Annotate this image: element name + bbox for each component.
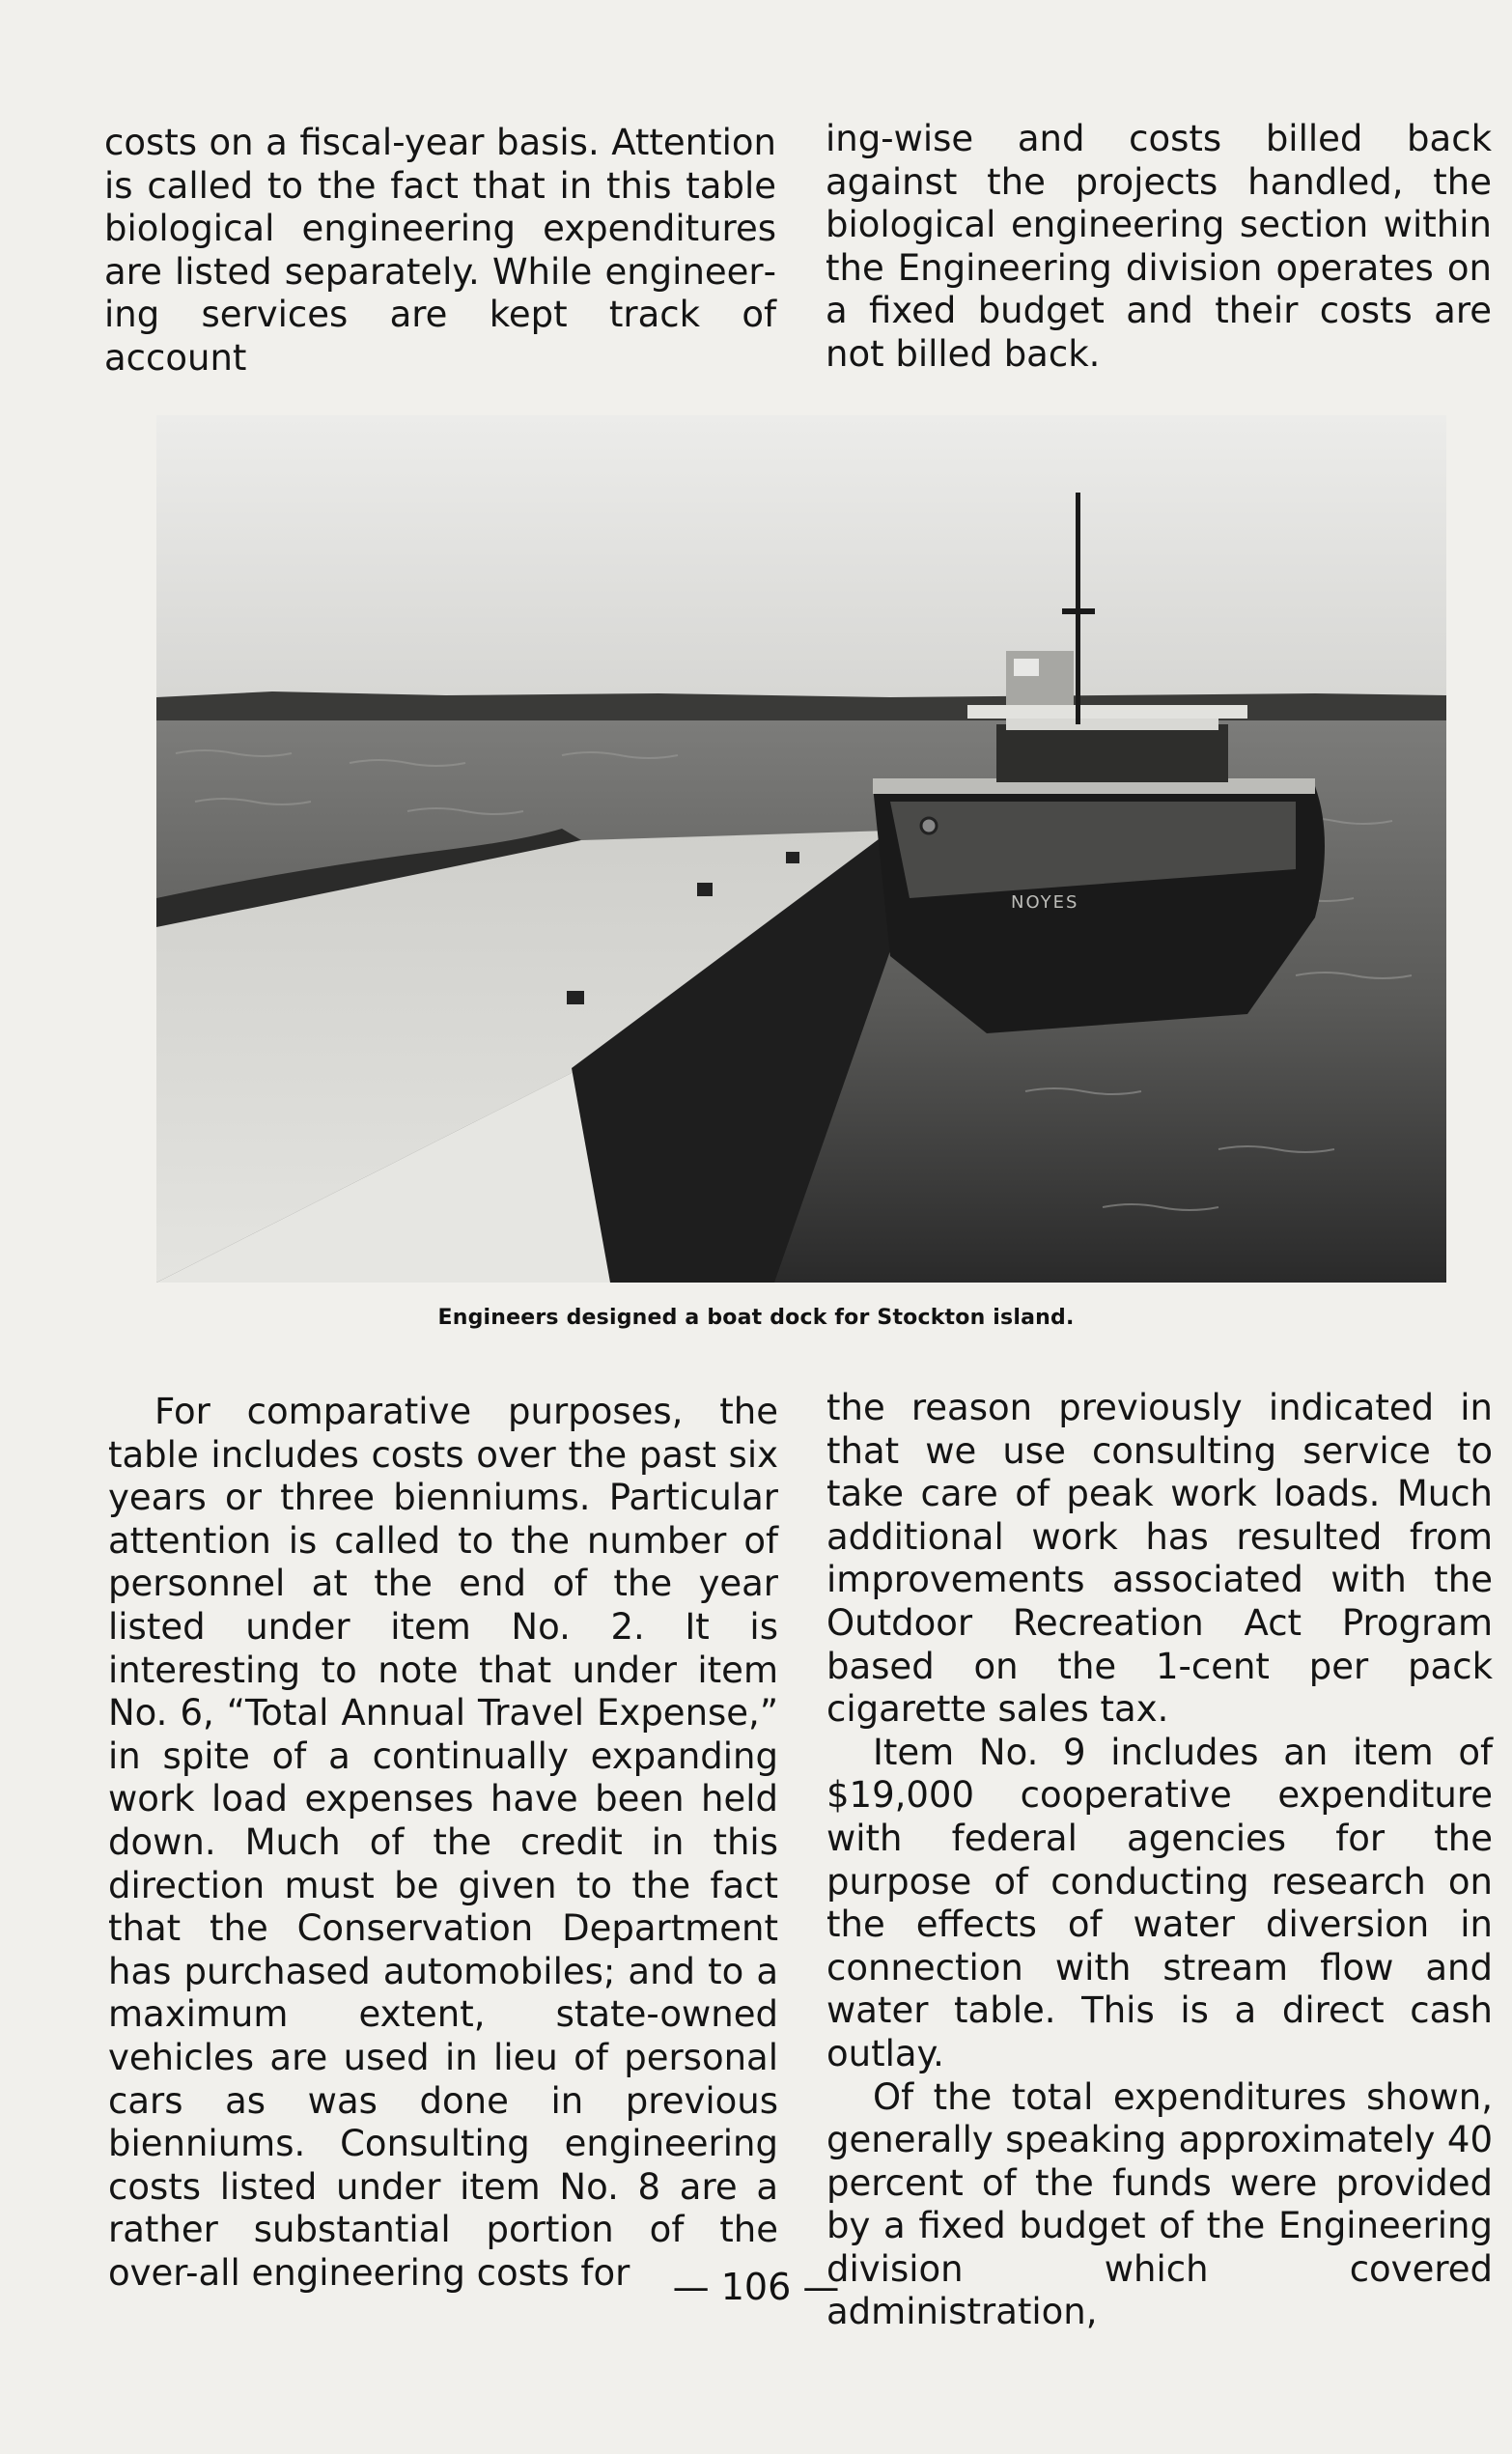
sky	[156, 415, 1446, 705]
hull-name: NOYES	[1011, 892, 1079, 913]
bottom-left-column	[108, 1391, 778, 2295]
body-paragraph: Of the total expenditures shown, generally speaking approximately 40 percent of the funds were provided by a fixed budget of the Engineering division which covered administration,	[826, 2075, 1493, 2333]
body-paragraph: Item No. 9 includes an item of $19,000 cooperative expenditure with federal agencies for the purpose of conducting research on the effects of water diversion in connection with stream flow and water table. This is a direct cash outlay.	[826, 1731, 1493, 2074]
body-paragraph: ing-wise and costs billed back against the projects handled, the biological engineering section within the Engineering division operates on a fixed budget and their costs are not billed back.	[826, 118, 1492, 375]
top-right-column	[826, 118, 1492, 377]
treeline	[156, 691, 1446, 722]
top-left-column	[104, 122, 776, 381]
body-paragraph: For comparative purposes, the table includes costs over the past six years or three bienniums. Particular attention is called to the number of personnel at the end of the year listed under item No. 2. It is interesting to note that under item No. 6, “Total Annual Travel Expense,” in spite of a continually expanding work load expenses have been held down. Much of the credit in this direction must be given to the fact that the Conservation Department has purchased automobiles; and to a maximum extent, state-owned vehicles are used in lieu of personal cars as was done in previous bienniums. Consulting engineering costs listed under item No. 8 are a rather substantial portion of the over-all engineering costs for	[108, 1391, 778, 2294]
page-number: — 106 —	[672, 2266, 840, 2308]
bottom-right-column	[826, 1387, 1493, 2334]
boat-dock-photo	[156, 415, 1446, 1283]
body-paragraph: the reason previously indicated in that we use consulting service to take care of peak work loads. Much additional work has resulted from improvements associated with the Outdoor Recreation Act Program based on the 1-cent per pack cigarette sales tax.	[826, 1387, 1493, 1731]
boat-cabin	[996, 724, 1228, 782]
body-paragraph: costs on a fiscal-year basis. Attention is called to the fact that in this table biological engineering expenditures are listed separately. While engineering services are kept track of account	[104, 122, 776, 379]
figure-caption: Engineers designed a boat dock for Stockton island.	[437, 1306, 1075, 1330]
